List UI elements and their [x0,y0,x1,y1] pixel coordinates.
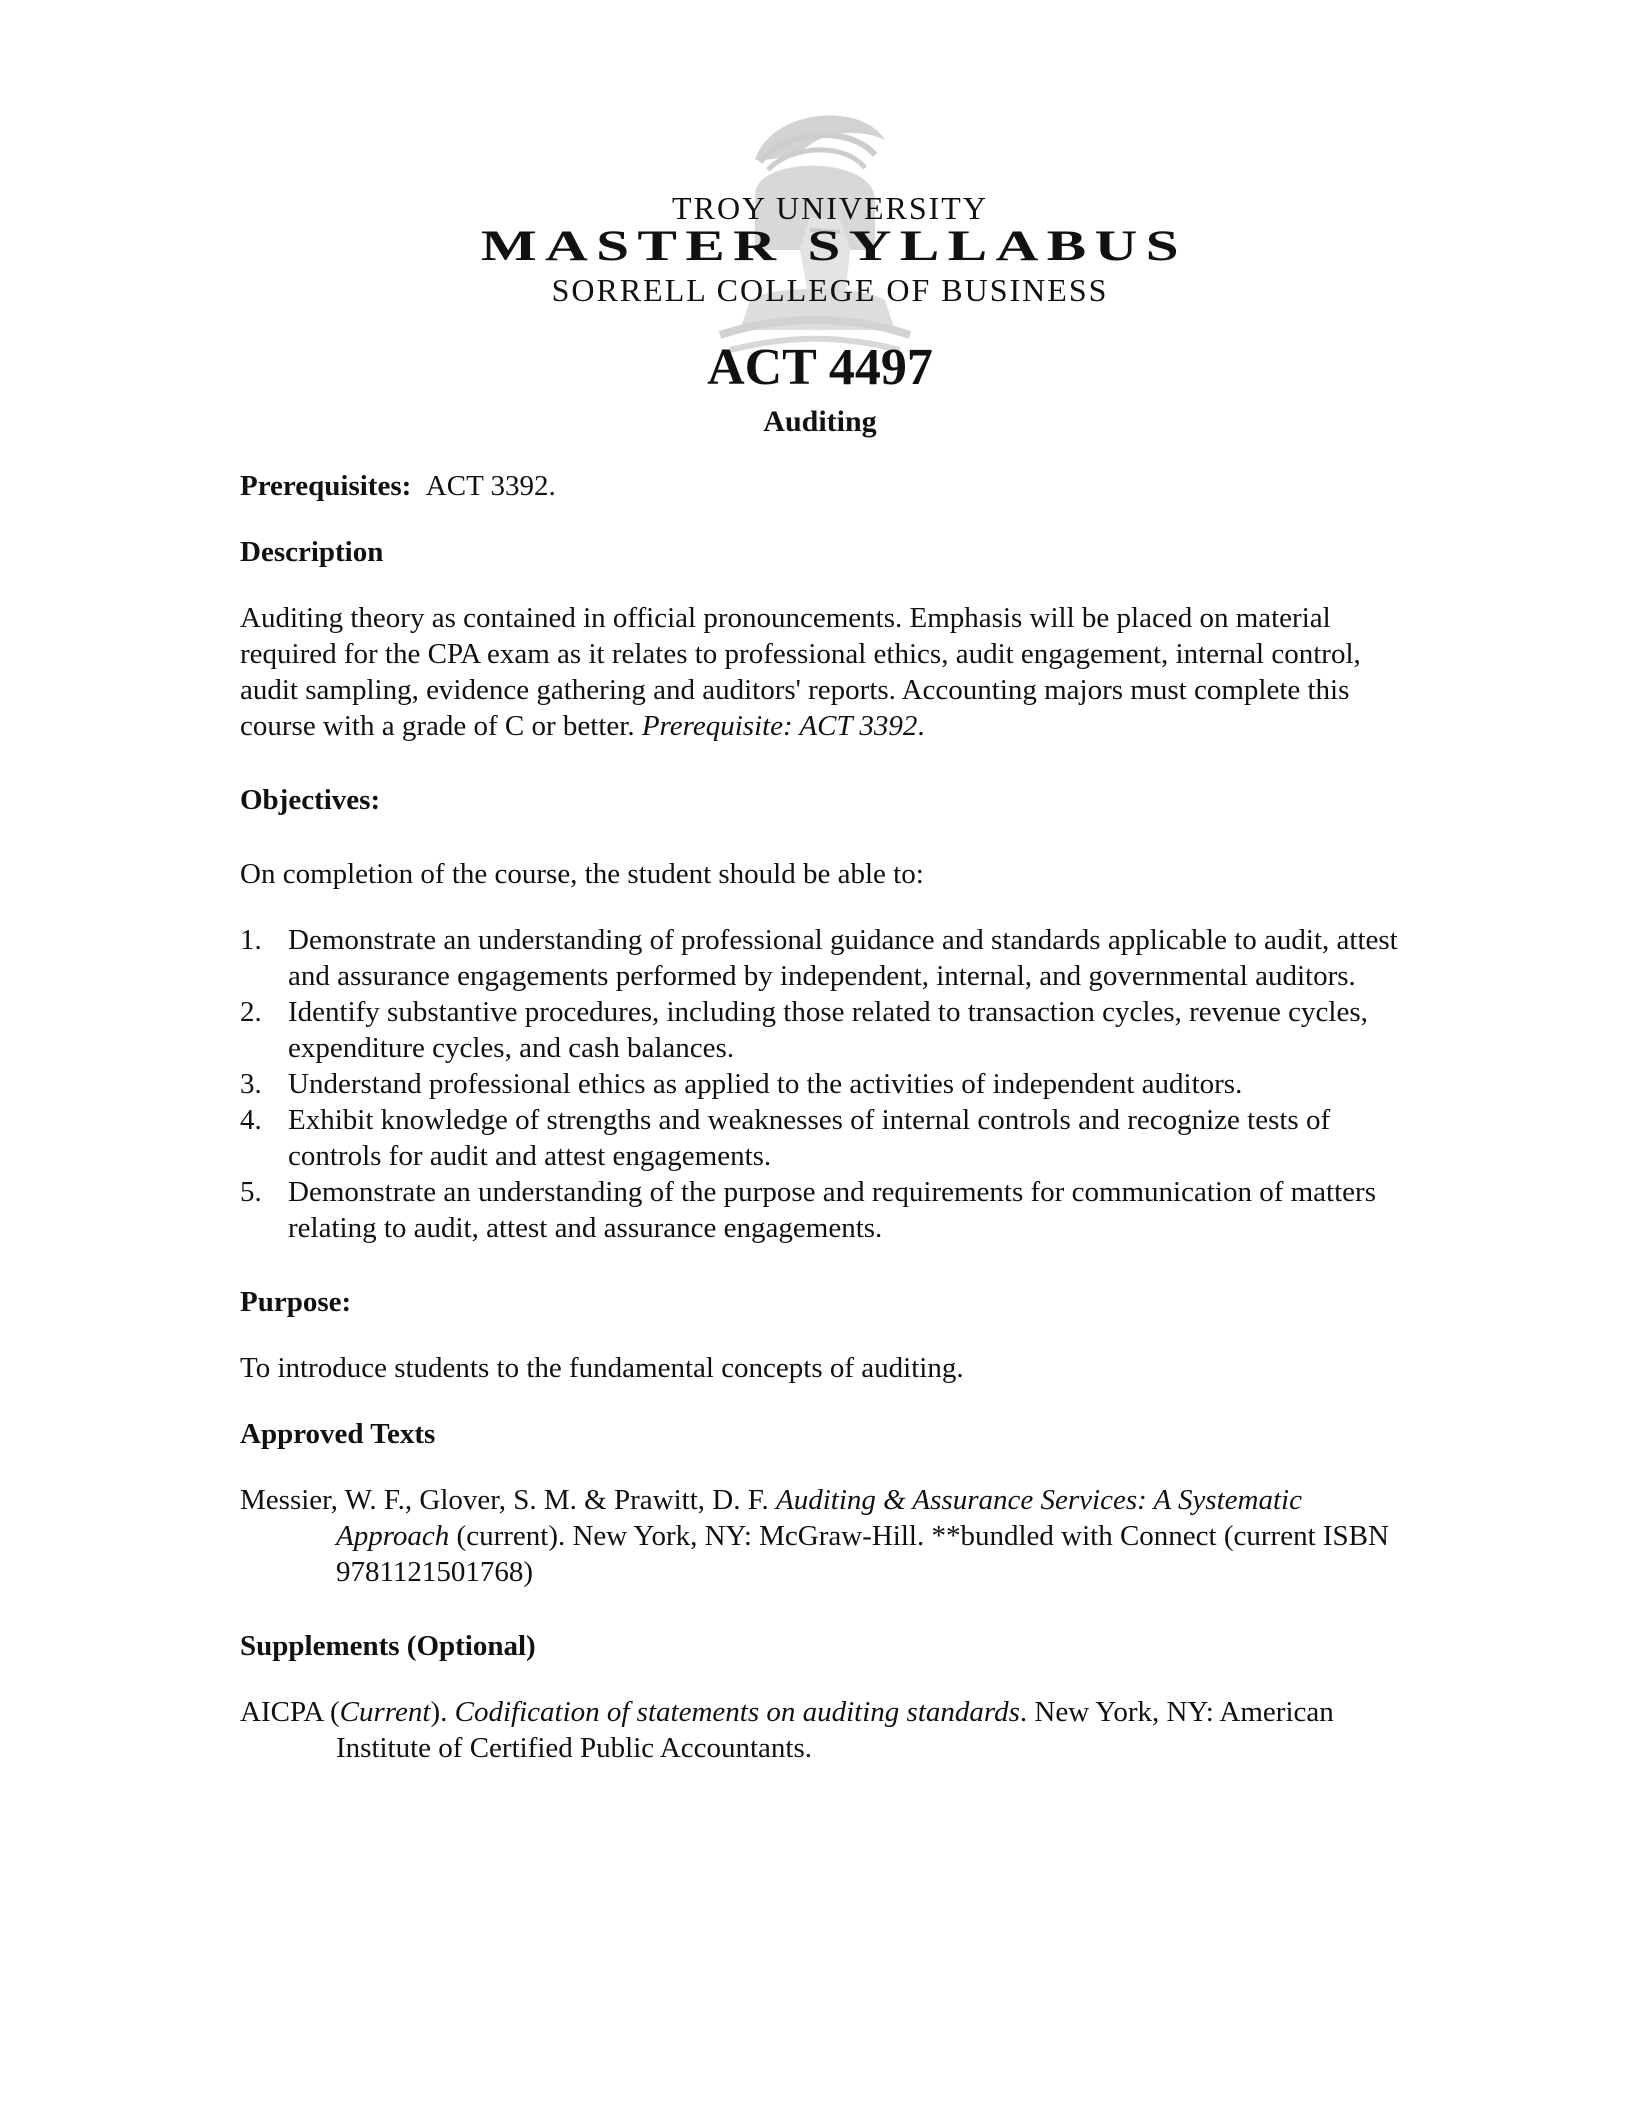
list-number: 4. [240,1104,262,1136]
supplement-details: . New York, NY: American Institute of Certified Public Accountants. [336,1696,1334,1764]
college-name: SORRELL COLLEGE OF BUSINESS [551,272,1109,308]
objective-text: Demonstrate an understanding of professional guidance and standards applicable to audit, attest and assurance engagements performed by independent, internal, and governmental auditors. [288,924,1398,992]
reference-details: (current). New York, NY: McGraw-Hill. **bundled with Connect (current ISBN 9781121501768) [336,1520,1389,1588]
approved-text-reference [240,1482,1400,1590]
list-number: 3. [240,1068,262,1100]
objective-text: Identify substantive procedures, including those related to transaction cycles, revenue cycles, expenditure cycles, and cash balances. [288,996,1368,1064]
description-text [240,600,1400,744]
approved-texts-heading: Approved Texts [240,1418,436,1450]
list-item [240,922,1400,994]
list-item [240,994,1400,1066]
objective-text: Demonstrate an understanding of the purpose and requirements for communication of matters relating to audit, attest and assurance engagements. [288,1176,1376,1244]
list-item [240,1174,1400,1246]
purpose-heading: Purpose: [240,1286,352,1318]
description-heading: Description [240,536,384,568]
description-body: Auditing theory as contained in official pronouncements. Emphasis will be placed on material required for the CPA exam as it relates to professional ethics, audit engagement, internal control, audit sampling, evidence gathering and auditors' reports. Accounting majors must complete this course with a grade of C or better. [240,602,1361,742]
list-number: 5. [240,1176,262,1208]
purpose-text: To introduce students to the fundamental concepts of auditing. [240,1352,964,1384]
reference-authors: Messier, W. F., Glover, S. M. & Prawitt, D. F. [240,1484,769,1516]
supplement-after-year: ). [430,1696,448,1728]
list-number: 1. [240,924,262,956]
prerequisites-value: ACT 3392. [425,470,556,502]
objective-text: Understand professional ethics as applied to the activities of independent auditors. [288,1068,1243,1100]
course-title: Auditing [763,405,877,438]
objectives-intro: On completion of the course, the student should be able to: [240,858,924,890]
objective-text: Exhibit knowledge of strengths and weaknesses of internal controls and recognize tests of controls for audit and attest engagements. [288,1104,1331,1172]
course-code: ACT 4497 [707,339,933,396]
document-type-title: MASTER SYLLABUS [480,223,1187,270]
supplement-title: Codification of statements on auditing standards [454,1696,1020,1728]
supplements-heading: Supplements (Optional) [240,1630,536,1662]
description-end: . [917,710,925,742]
supplement-author: AICPA ( [240,1696,340,1728]
supplement-year: Current [339,1696,431,1728]
reference-title: Auditing & Assurance Services: A Systematic Approach [336,1484,1302,1552]
syllabus-header [0,110,1640,440]
objectives-list [240,922,1400,1246]
description-prereq-note: Prerequisite: ACT 3392 [641,710,918,742]
university-name: TROY UNIVERSITY [672,190,988,226]
list-item [240,1102,1400,1174]
syllabus-body [240,468,1400,1766]
objectives-heading: Objectives: [240,784,381,816]
prerequisites-line [240,468,1400,504]
list-number: 2. [240,996,262,1028]
supplement-reference [240,1694,1400,1766]
list-item [240,1066,1400,1102]
prerequisites-label: Prerequisites: [240,470,412,502]
